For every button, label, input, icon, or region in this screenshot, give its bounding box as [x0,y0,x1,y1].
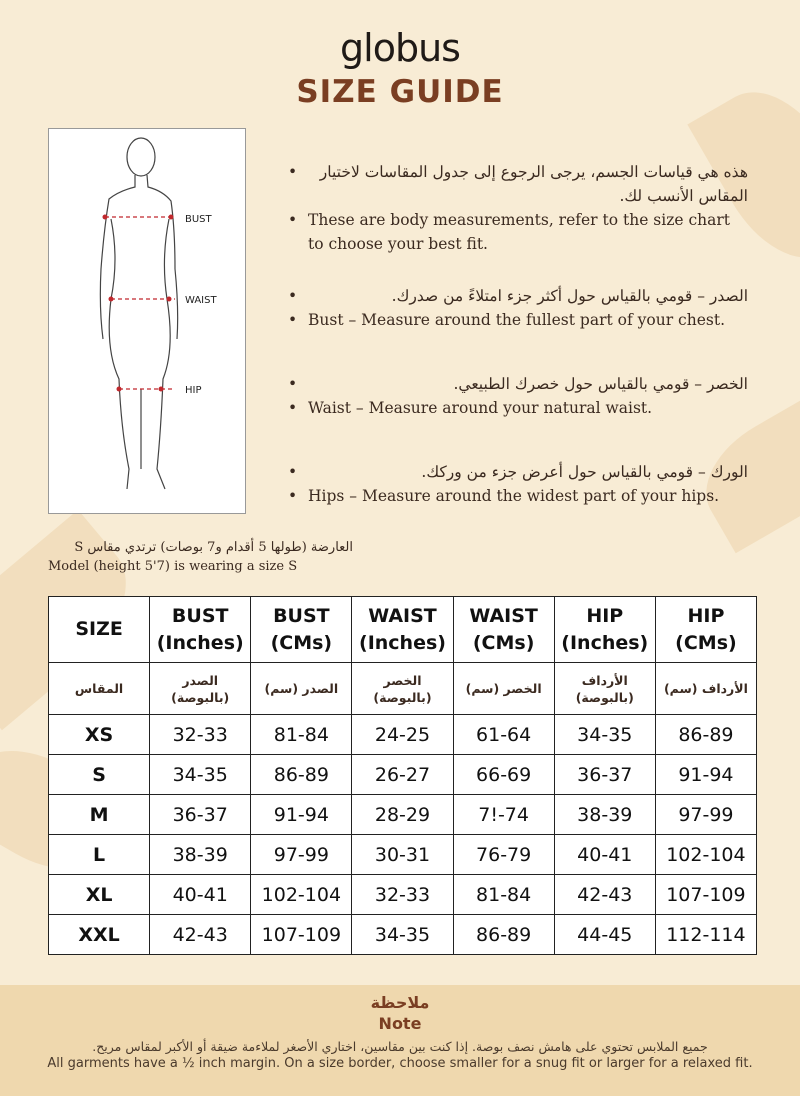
note-title-ar: ملاحظة [370,993,430,1012]
column-header-line: WAIST [368,604,437,627]
column-header-line: (Inches) [156,631,244,654]
measurement-cell: 86-89 [655,715,756,755]
column-header-ar-line: الأرداف [581,672,628,688]
table-row [49,795,757,835]
measurement-cell: 32-33 [352,875,453,915]
column-header-line: (CMs) [472,631,535,654]
instruction-ar: الورك – قومي بالقياس حول أعرض جزء من وركك. [421,463,748,481]
measurement-cell: 36-37 [150,795,251,835]
measurement-cell: 26-27 [352,755,453,795]
measurement-cell: 86-89 [251,755,352,795]
column-header-ar [150,663,251,715]
column-header-line: (Inches) [359,631,446,654]
instruction-ar: الصدر – قومي بالقياس حول أكثر جزء امتلاءً من صدرك. [391,287,748,305]
table-row [49,755,757,795]
column-header-ar-line: (بالبوصة) [373,689,432,705]
measurement-cell: 34-35 [554,715,655,755]
column-header-ar-line: الخصر [383,672,422,688]
measurement-cell: 28-29 [352,795,453,835]
table-row [49,915,757,955]
column-header-ar-line: (بالبوصة) [575,689,634,705]
instruction-ar: هذه هي قياسات الجسم، يرجى الرجوع إلى جدول المقاسات لاختيار المقاس الأنسب لك. [319,163,748,205]
measurement-cell: 24-25 [352,715,453,755]
measurement-cell: 91-94 [655,755,756,795]
measurement-cell: 97-99 [655,795,756,835]
column-header-ar-line: الأرداف (سم) [663,681,748,696]
measurement-cell: 86-89 [453,915,554,955]
column-header-ar-line: الصدر (سم) [264,681,339,696]
column-header-line: BUST [273,604,330,627]
note-text-ar: جميع الملابس تحتوي على هامش نصف بوصة. إذا كنت بين مقاسين، اختاري الأصغر لملاءمة ضيقة أو الأكبر لمقاس مريح. [92,1039,708,1054]
measurement-cell: 34-35 [352,915,453,955]
column-header-line: HIP [586,604,624,627]
size-cell: S [49,755,150,795]
column-header-line: (CMs) [270,631,333,654]
table-row [49,835,757,875]
measurement-cell: 40-41 [150,875,251,915]
hip-label: HIP [185,385,202,396]
instruction-hips: • الورك – قومي بالقياس حول أعرض جزء من وركك. • Hips – Measure around the widest part of your hips. [288,460,748,508]
size-cell: M [49,795,150,835]
measurement-cell: 76-79 [453,835,554,875]
size-cell: XXL [49,915,150,955]
measurement-cell: 91-94 [251,795,352,835]
body-measurement-figure [48,128,246,514]
column-header-line: (Inches) [561,631,649,654]
measurement-cell: 102-104 [251,875,352,915]
column-header-ar [453,663,554,715]
instruction-bust: • الصدر – قومي بالقياس حول أكثر جزء امتلاءً من صدرك. • Bust – Measure around the fullest part of your chest. [288,284,748,332]
measurement-instructions [288,160,748,536]
measurement-cell: 107-109 [251,915,352,955]
table-header-row-ar [49,663,757,715]
size-chart-table [48,596,757,955]
column-header-ar-line: الخصر (سم) [465,681,542,696]
bust-label: BUST [185,214,212,225]
column-header-ar-line: المقاس [74,681,124,696]
column-header-ar [655,663,756,715]
measurement-cell: 30-31 [352,835,453,875]
column-header [251,597,352,663]
waist-label: WAIST [185,295,217,306]
measurement-cell: 34-35 [150,755,251,795]
measurement-cell: 7!-74 [453,795,554,835]
instruction-en: These are body measurements, refer to the size chart to choose your best fit. [308,211,731,253]
model-info [48,538,353,576]
instruction-ar: الخصر – قومي بالقياس حول خصرك الطبيعي. [453,375,748,393]
column-header-line: (CMs) [675,631,737,654]
table-row [49,715,757,755]
column-header-ar [251,663,352,715]
measurement-cell: 38-39 [150,835,251,875]
measurement-cell: 81-84 [251,715,352,755]
measurement-cell: 112-114 [655,915,756,955]
column-header-line: BUST [171,604,229,627]
column-header-ar-line: الصدر [182,672,219,688]
instruction-general: • هذه هي قياسات الجسم، يرجى الرجوع إلى جدول المقاسات لاختيار المقاس الأنسب لك. • These are body measurements, refer to the size chart to choose your best fit. [288,160,748,256]
column-header [49,597,150,663]
note-section [0,985,800,1096]
column-header-ar [352,663,453,715]
model-info-en: Model (height 5'7) is wearing a size S [48,559,298,574]
instruction-en: Hips – Measure around the widest part of your hips. [308,487,720,505]
measurement-cell: 40-41 [554,835,655,875]
measurement-cell: 97-99 [251,835,352,875]
column-header-line: HIP [687,604,725,627]
size-cell: XL [49,875,150,915]
note-title-en: Note [378,1014,422,1033]
body-silhouette-icon [49,129,247,515]
column-header-ar [554,663,655,715]
column-header [554,597,655,663]
size-cell: L [49,835,150,875]
table-row [49,875,757,915]
measurement-cell: 42-43 [554,875,655,915]
column-header-line: SIZE [75,618,123,640]
brand-logo: globus [340,26,460,70]
instruction-en: Bust – Measure around the fullest part of your chest. [308,311,725,329]
column-header-ar [49,663,150,715]
measurement-cell: 44-45 [554,915,655,955]
measurement-cell: 102-104 [655,835,756,875]
column-header [453,597,554,663]
note-text-en: All garments have a ½ inch margin. On a size border, choose smaller for a snug fit or larger for a relaxed fit. [47,1056,753,1071]
column-header-ar-line: (بالبوصة) [171,689,230,705]
column-header [150,597,251,663]
measurement-cell: 107-109 [655,875,756,915]
instruction-waist: • الخصر – قومي بالقياس حول خصرك الطبيعي. • Waist – Measure around your natural waist. [288,372,748,420]
table-header-row [49,597,757,663]
measurement-cell: 61-64 [453,715,554,755]
column-header [352,597,453,663]
measurement-cell: 36-37 [554,755,655,795]
measurement-cell: 66-69 [453,755,554,795]
column-header-line: WAIST [469,604,538,627]
measurement-cell: 81-84 [453,875,554,915]
instruction-en: Waist – Measure around your natural waist. [308,399,653,417]
measurement-cell: 42-43 [150,915,251,955]
measurement-cell: 32-33 [150,715,251,755]
measurement-cell: 38-39 [554,795,655,835]
size-cell: XS [49,715,150,755]
model-info-ar: العارضة (طولها 5 أقدام و7 بوصات) ترتدي مقاس S [74,540,353,555]
column-header [655,597,756,663]
page-title: SIZE GUIDE [296,74,504,110]
